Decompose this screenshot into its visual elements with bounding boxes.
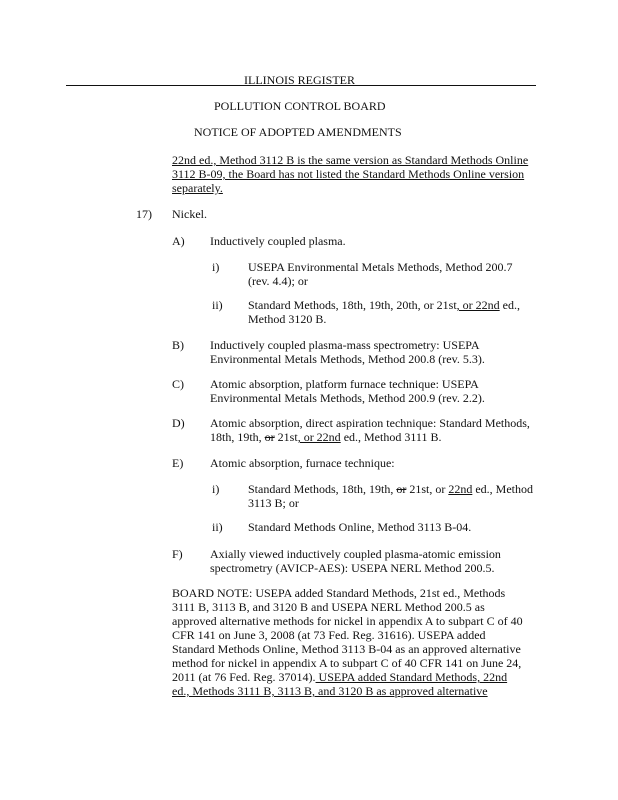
board-note-line-3: approved alternative methods for nickel in appendix A to subpart C of 40 xyxy=(172,614,523,628)
item-d-text-2: 21st xyxy=(274,430,298,444)
item-d-line-1: Atomic absorption, direct aspiration technique: Standard Methods, xyxy=(210,416,530,430)
board-note-line-1: BOARD NOTE: USEPA added Standard Methods, 21st ed., Methods xyxy=(172,586,506,600)
header-rule xyxy=(66,85,536,86)
item-a-ii-line-1 xyxy=(248,298,520,312)
item-d-insert: , or 22nd xyxy=(297,430,341,444)
item-a-ii-text-2: ed., xyxy=(499,298,520,312)
board-note-line-2: 3111 B, 3113 B, and 3120 B and USEPA NERL Method 200.5 as xyxy=(172,600,485,614)
item-17-title: Nickel. xyxy=(172,207,207,221)
item-a-ii-insert: , or 22nd xyxy=(456,298,500,312)
item-a-ii-label: ii) xyxy=(212,298,223,312)
item-e-i-line-2: 3113 B; or xyxy=(248,496,299,510)
item-a-ii-line-2: Method 3120 B. xyxy=(248,312,327,326)
board-title: POLLUTION CONTROL BOARD xyxy=(214,99,386,113)
item-f-label: F) xyxy=(172,547,183,561)
item-a-ii-text-1: Standard Methods, 18th, 19th, 20th, or 21st xyxy=(248,298,457,312)
item-d-label: D) xyxy=(172,416,185,430)
item-e-i-text-3: ed., Method xyxy=(472,482,533,496)
item-d-line-2 xyxy=(210,430,441,444)
item-d-text-1: 18th, 19th, xyxy=(210,430,265,444)
register-title: ILLINOIS REGISTER xyxy=(244,73,355,87)
item-d-deleted: or xyxy=(264,430,275,444)
item-d-text-3: ed., Method 3111 B. xyxy=(340,430,442,444)
notice-title: NOTICE OF ADOPTED AMENDMENTS xyxy=(194,125,402,139)
item-a-title: Inductively coupled plasma. xyxy=(210,234,346,248)
board-note-text: 2011 (at 76 Fed. Reg. 37014). xyxy=(172,670,316,684)
item-e-i-insert: 22nd xyxy=(448,482,473,496)
item-e-i-label: i) xyxy=(212,482,220,496)
item-f-line-1: Axially viewed inductively coupled plasma-atomic emission xyxy=(210,547,501,561)
item-e-i-deleted: or xyxy=(396,482,407,496)
item-e-i-text-1: Standard Methods, 18th, 19th, xyxy=(248,482,397,496)
board-note-insert: USEPA added Standard Methods, 22nd xyxy=(315,670,508,684)
intro-line-2: 3112 B-09, the Board has not listed the Standard Methods Online version xyxy=(172,167,525,181)
item-a-i-line-2: (rev. 4.4); or xyxy=(248,274,308,288)
item-17-number: 17) xyxy=(136,207,152,221)
item-b-line-1: Inductively coupled plasma-mass spectrometry: USEPA xyxy=(210,338,480,352)
item-b-line-2: Environmental Metals Methods, Method 200.8 (rev. 5.3). xyxy=(210,352,485,366)
item-c-line-1: Atomic absorption, platform furnace technique: USEPA xyxy=(210,377,479,391)
item-c-line-2: Environmental Metals Methods, Method 200.9 (rev. 2.2). xyxy=(210,391,485,405)
item-a-i-label: i) xyxy=(212,260,220,274)
intro-line-3: separately. xyxy=(172,181,223,195)
item-e-ii-line-1: Standard Methods Online, Method 3113 B-04. xyxy=(248,520,472,534)
item-b-label: B) xyxy=(172,338,184,352)
board-note-line-6: method for nickel in appendix A to subpart C of 40 CFR 141 on June 24, xyxy=(172,656,522,670)
board-note-line-4: CFR 141 on June 3, 2008 (at 73 Fed. Reg. 31616). USEPA added xyxy=(172,628,486,642)
item-e-title: Atomic absorption, furnace technique: xyxy=(210,456,395,470)
item-e-label: E) xyxy=(172,456,184,470)
item-f-line-2: spectrometry (AVICP-AES): USEPA NERL Method 200.5. xyxy=(210,561,495,575)
intro-line-1: 22nd ed., Method 3112 B is the same version as Standard Methods Online xyxy=(172,153,529,167)
board-note-line-7 xyxy=(172,670,507,684)
item-e-ii-label: ii) xyxy=(212,520,223,534)
item-a-i-line-1: USEPA Environmental Metals Methods, Method 200.7 xyxy=(248,260,513,274)
item-e-i-text-2: 21st, or xyxy=(406,482,449,496)
board-note-line-5: Standard Methods Online, Method 3113 B-04 as an approved alternative xyxy=(172,642,521,656)
item-c-label: C) xyxy=(172,377,184,391)
item-e-i-line-1 xyxy=(248,482,533,496)
board-note-line-8: ed., Methods 3111 B, 3113 B, and 3120 B as approved alternative xyxy=(172,684,488,698)
item-a-label: A) xyxy=(172,234,185,248)
